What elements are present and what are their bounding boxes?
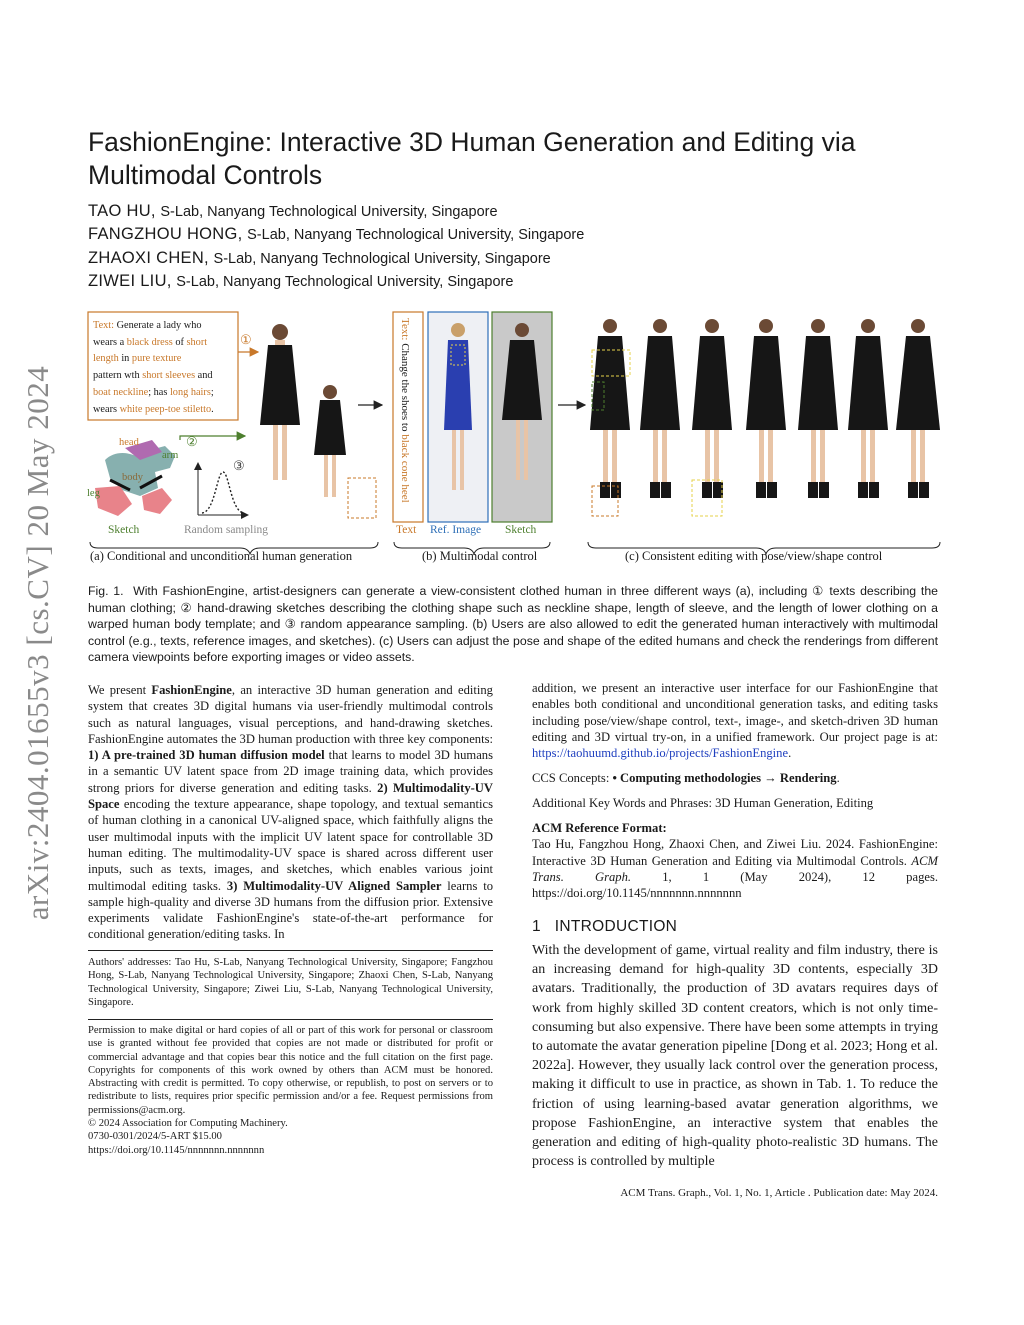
ccs-concepts xyxy=(532,770,938,786)
reference-text: Tao Hu, Fangzhou Hong, Zhaoxi Chen, and Ziwei Liu. 2024. FashionEngine: Interactive 3D Human Generation and Editing via Multimodal Controls. xyxy=(532,837,938,868)
prompt-keyword: boat neckline xyxy=(93,387,149,398)
keywords: Additional Key Words and Phrases: 3D Human Generation, Editing xyxy=(532,796,874,810)
paper-title: FashionEngine: Interactive 3D Human Generation and Editing via Multimodal Controls xyxy=(88,127,856,190)
svg-text:pattern wth short sleeves and xyxy=(93,370,213,381)
label-sketch: Sketch xyxy=(108,524,140,536)
sketch-label-body: body xyxy=(122,472,143,483)
prompt-text: pattern wth xyxy=(93,370,143,381)
edit-text-accent: black cone heel xyxy=(399,434,411,503)
prompt-text: ; xyxy=(210,387,214,398)
divider xyxy=(88,950,493,951)
permission-text: Permission to make digital or hard copies of all or part of this work for personal or classroom use is granted without fee provided that copies are not made or distributed for profit or commercial advantage and that copies bear this notice and the full citation on the first page. Copyrights for components of this work owned by others than ACM must be honored. Abstracting with credit is permitted. To copy otherwise, or republish, to post on servers or to redistribute to lists, requires prior specific permission and/or a fee. Request permissions from permissions@acm.org. xyxy=(88,1025,493,1116)
author-name: FANGZHOU HONG, xyxy=(88,225,243,243)
panel-a-caption: (a) Conditional and unconditional human generation xyxy=(90,549,353,563)
page-footer: ACM Trans. Graph., Vol. 1, No. 1, Article . Publication date: May 2024. xyxy=(620,1187,938,1199)
author-affiliation: S-Lab, Nanyang Technological University, Singapore xyxy=(176,274,514,290)
author-line xyxy=(88,249,551,268)
component-1: 1) A pre-trained 3D human diffusion model xyxy=(88,748,325,763)
svg-text:Text: Change the shoes to blac xyxy=(399,318,411,503)
section-number: 1 xyxy=(532,918,541,935)
abstract xyxy=(88,682,493,943)
acm-reference xyxy=(532,820,938,901)
prompt-label: Text: xyxy=(93,320,115,331)
reference-journal: ACM Trans. Graph. xyxy=(532,853,938,884)
label-b-sketch: Sketch xyxy=(505,524,537,536)
prompt-text: and xyxy=(195,370,213,381)
teaser-figure xyxy=(80,300,950,578)
abstract-text: , an interactive 3D human generation and editing system that creates 3D digital humans via user-friendly multimodal controls such as natural languages, visual perceptions, and hand-drawing sketches. FashionEngine automates the 3D human production with three key components: xyxy=(88,683,493,746)
panel-b-caption: (b) Multimodal control xyxy=(422,549,538,563)
abstract-text: learns to sample high-quality and diverse 3D humans from the diffusion prior. Extensive experiments validate FashionEngine's state-of-the-art performance for conditional generation/editing tasks. In xyxy=(88,878,493,942)
edited-humans xyxy=(590,319,940,498)
prompt-keyword: short xyxy=(186,337,208,348)
author-line xyxy=(88,202,498,221)
ccs-end: . xyxy=(836,771,840,785)
edit-text-body: Change the shoes to xyxy=(399,343,411,435)
label-b-ref: Ref. Image xyxy=(430,524,482,536)
human-figure xyxy=(640,319,680,498)
human-figure xyxy=(848,319,888,498)
author-name: ZHAOXI CHEN, xyxy=(88,249,209,267)
abstract-text: . xyxy=(788,746,792,761)
panel-c-caption: (c) Consistent editing with pose/view/shape control xyxy=(625,549,883,563)
svg-text:boat neckline; has long hairs; xyxy=(93,387,214,398)
copyright-text: © 2024 Association for Computing Machinery. xyxy=(88,1118,288,1130)
prompt-keyword: pure texture xyxy=(131,353,182,364)
caption-text: With FashionEngine, artist-designers can generate a view-consistent clothed human in three different ways (a), including ① texts describing the human clothing; ② hand-drawing sketches describing the clothing shape such as neckline shape, length of sleeve, and the length of lower clothing on a warped human body template; and ③ random appearance sampling. (b) Users are also allowed to edit the generated human interactively with multimodal control (e.g., texts, reference images, and sketches). (c) Users can adjust the pose and shape of the edited humans and check the renderings from different camera viewpoints before exporting images or video assets. xyxy=(88,584,938,664)
author-affiliation: S-Lab, Nanyang Technological University, Singapore xyxy=(160,204,498,220)
prompt-text: . xyxy=(211,404,214,415)
abstract-text: addition, we present an interactive user interface for our FashionEngine that enables both conditional and unconditional generation tasks, and editing tasks including pose/view/shape control, text-, image-, and sketch-driven 3D human editing and 3D virtual try-on, in a unified framework. Our project page is at: xyxy=(532,681,938,744)
caption-prefix: Fig. 1. xyxy=(88,584,124,598)
prompt-text: wears xyxy=(93,404,120,415)
prompt-keyword: long hairs xyxy=(169,387,211,398)
human-figure xyxy=(590,319,630,498)
prompt-keyword: black dress xyxy=(126,337,173,348)
abstract-text: We present xyxy=(88,683,152,697)
human-figure xyxy=(896,319,940,498)
figure-caption xyxy=(88,583,938,666)
sketch-label-arm: arm xyxy=(162,450,179,461)
svg-text:wears a black dress of short xyxy=(93,337,207,348)
prompt-text: of xyxy=(172,337,187,348)
author-name: ZIWEI LIU, xyxy=(88,272,172,290)
reference-label: ACM Reference Format: xyxy=(532,821,667,835)
prompt-text: ; has xyxy=(148,387,170,398)
author-line xyxy=(88,272,513,291)
author-affiliation: S-Lab, Nanyang Technological University, Singapore xyxy=(213,251,551,267)
doi-text: https://doi.org/10.1145/nnnnnnn.nnnnnnn xyxy=(88,1144,265,1156)
prompt-text: Generate a lady who xyxy=(116,320,202,331)
prompt-keyword: length xyxy=(93,353,119,364)
shoe-crop-box xyxy=(348,478,376,518)
marker-2: ② xyxy=(186,434,198,449)
prompt-keyword: white peep-toe stiletto xyxy=(119,404,212,415)
abstract-text: that learns to model 3D humans in a semantic UV latent space from 2D image training data, which provides strong priors for diverse generation and editing tasks. xyxy=(88,748,493,795)
reference-text: 1, 1 (May 2024), 12 pages. https://doi.org/10.1145/nnnnnnn.nnnnnnn xyxy=(532,869,939,901)
abstract-continued xyxy=(532,680,938,761)
prompt-keyword: short sleeves xyxy=(142,370,196,381)
sketch-label-head: head xyxy=(119,437,139,448)
vertical-edit-text xyxy=(399,318,411,503)
ccs-value: • Computing methodologies → Rendering xyxy=(612,771,837,785)
marker-1: ① xyxy=(240,332,252,347)
ccs-label: CCS Concepts: xyxy=(532,771,613,785)
arxiv-stamp-text: arXiv:2404.01655v3 [cs.CV] 20 May 2024 xyxy=(20,365,55,921)
sketch-label-leg: leg xyxy=(87,488,100,499)
svg-text:length in pure texture xyxy=(93,353,182,364)
label-b-text: Text xyxy=(396,524,417,536)
human-figure xyxy=(798,319,838,498)
intro-body: With the development of game, virtual reality and film industry, there is an increasing demand for high-quality 3D contents, especially 3D avatars. Traditionally, the production of 3D avatars requires days of work from highly skilled 3D content creators, which is not only time-consuming but also expensive. There have been some attempts in trying to automate the avatar generation pipeline [Dong et al. 2023; Hong et al. 2022a]. However, they usually lack control over the generation process, making it difficult to use in practice, as shown in Tab. 1. To reduce the friction of using learning-based avatar generation algorithms, we propose FashionEngine, an interactive system that enables the generation and editing of high-quality photo-realistic 3D humans. The process is controlled by multiple xyxy=(532,943,938,1170)
author-name: TAO HU, xyxy=(88,202,156,220)
gaussian-curve xyxy=(202,472,244,513)
divider xyxy=(88,1019,493,1020)
section-title: INTRODUCTION xyxy=(554,918,678,935)
abstract-text: encoding the texture appearance, shape topology, and textual semantics of human clothing in a canonical UV-aligned space, which faithfully aligns the user multimodal inputs with the implicit UV latent space for controllable 3D human editing. The multimodality-UV space is shared across different user inputs, such as texts, images, and sketches, which enables various joint multimodal editing tasks. xyxy=(88,797,493,893)
component-2: 2) Multimodality-UV Space xyxy=(88,780,493,812)
marker-3: ③ xyxy=(233,458,245,473)
svg-text:wears white peep-toe stiletto. xyxy=(93,404,214,415)
project-page-link[interactable]: https://taohuumd.github.io/projects/FashionEngine xyxy=(532,746,789,761)
edit-text-label: Text: xyxy=(399,318,411,341)
section-heading xyxy=(532,918,677,936)
component-3: 3) Multimodality-UV Aligned Sampler xyxy=(226,878,442,893)
arxiv-stamp xyxy=(8,340,68,940)
label-random-sampling: Random sampling xyxy=(184,524,269,536)
author-line xyxy=(88,225,584,244)
human-figure xyxy=(260,324,300,480)
system-name: FashionEngine xyxy=(151,683,232,697)
author-affiliation: S-Lab, Nanyang Technological University, Singapore xyxy=(247,227,585,243)
prompt-text: wears a xyxy=(93,337,127,348)
svg-text:Text: Generate a lady who xyxy=(93,320,202,331)
prompt-text: in xyxy=(118,353,132,364)
authors-address: Authors' addresses: Tao Hu, S-Lab, Nanyang Technological University, Singapore; Fangzhou Hong, S-Lab, Nanyang Technological University, Singapore; Zhaoxi Chen, S-Lab, Nanyang Technological University, Singapore; Ziwei Liu, S-Lab, Nanyang Technological University, Singapore. xyxy=(88,957,493,1008)
human-figure xyxy=(746,319,786,498)
human-figure xyxy=(314,385,346,497)
permission-notice xyxy=(88,1024,493,1157)
human-figure xyxy=(692,319,732,498)
issn-text: 0730-0301/2024/5-ART $15.00 xyxy=(88,1131,222,1143)
